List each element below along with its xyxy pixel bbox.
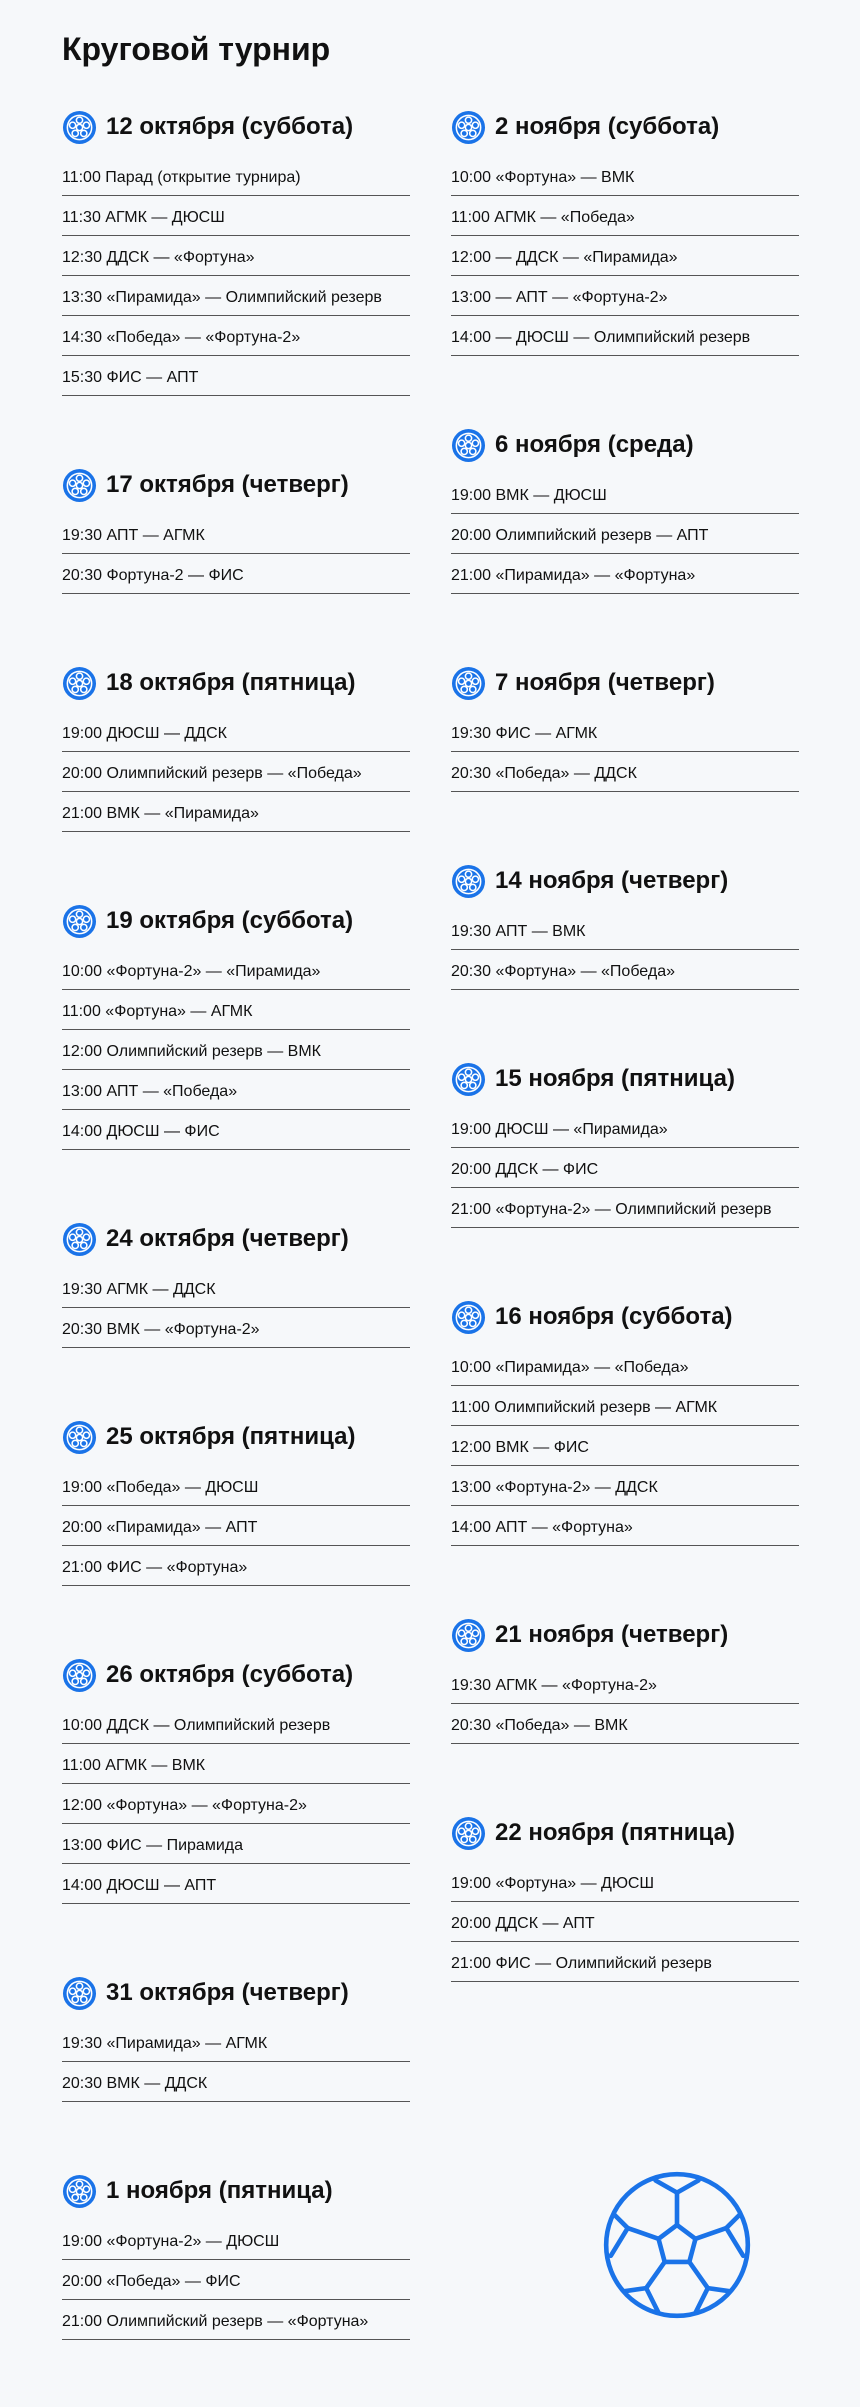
match-row: 12:00 «Фортуна» — «Фортуна-2» bbox=[62, 1784, 410, 1824]
day-date: 12 октября (суббота) bbox=[106, 113, 354, 140]
day-header bbox=[62, 898, 410, 944]
day-date: 21 ноября (четверг) bbox=[495, 1621, 729, 1648]
soccer-ball-icon bbox=[600, 2168, 754, 2322]
match-row: 14:00 ДЮСШ — АПТ bbox=[62, 1864, 410, 1904]
day-block bbox=[451, 104, 799, 356]
match-row: 13:00 АПТ — «Победа» bbox=[62, 1070, 410, 1110]
day-header bbox=[451, 858, 799, 904]
match-row: 20:30 ВМК — ДДСК bbox=[62, 2062, 410, 2102]
match-row: 19:00 ДЮСШ — «Пирамида» bbox=[451, 1108, 799, 1148]
day-date: 1 ноября (пятница) bbox=[106, 2177, 333, 2204]
match-row: 19:30 ФИС — АГМК bbox=[451, 712, 799, 752]
day-date: 19 октября (суббота) bbox=[106, 907, 354, 934]
match-row: 21:00 ВМК — «Пирамида» bbox=[62, 792, 410, 832]
match-row: 12:00 ВМК — ФИС bbox=[451, 1426, 799, 1466]
day-block bbox=[451, 1294, 799, 1546]
match-row: 19:30 АПТ — АГМК bbox=[62, 514, 410, 554]
match-row: 19:00 «Фортуна-2» — ДЮСШ bbox=[62, 2220, 410, 2260]
match-row: 14:00 АПТ — «Фортуна» bbox=[451, 1506, 799, 1546]
match-row: 19:00 «Фортуна» — ДЮСШ bbox=[451, 1862, 799, 1902]
day-header bbox=[451, 1056, 799, 1102]
day-date: 15 ноября (пятница) bbox=[495, 1065, 735, 1092]
soccer-ball-icon bbox=[451, 1816, 486, 1851]
day-header bbox=[62, 1970, 410, 2016]
match-row: 11:00 АГМК — «Победа» bbox=[451, 196, 799, 236]
day-block bbox=[62, 1652, 410, 1904]
day-date: 6 ноября (среда) bbox=[495, 431, 694, 458]
day-header bbox=[451, 1612, 799, 1658]
day-header bbox=[451, 1294, 799, 1340]
day-header bbox=[62, 2168, 410, 2214]
soccer-ball-icon bbox=[62, 1420, 97, 1455]
match-row: 19:00 ВМК — ДЮСШ bbox=[451, 474, 799, 514]
match-row: 12:00 — ДДСК — «Пирамида» bbox=[451, 236, 799, 276]
day-header bbox=[62, 104, 410, 150]
day-date: 14 ноября (четверг) bbox=[495, 867, 729, 894]
day-date: 18 октября (пятница) bbox=[106, 669, 356, 696]
match-row: 20:00 «Пирамида» — АПТ bbox=[62, 1506, 410, 1546]
day-block bbox=[451, 1810, 799, 1982]
day-date: 22 ноября (пятница) bbox=[495, 1819, 735, 1846]
match-row: 13:00 — АПТ — «Фортуна-2» bbox=[451, 276, 799, 316]
match-row: 13:30 «Пирамида» — Олимпийский резерв bbox=[62, 276, 410, 316]
day-block bbox=[62, 1414, 410, 1586]
match-row: 20:30 Фортуна-2 — ФИС bbox=[62, 554, 410, 594]
soccer-ball-icon bbox=[451, 428, 486, 463]
match-row: 20:00 Олимпийский резерв — «Победа» bbox=[62, 752, 410, 792]
day-block bbox=[62, 104, 410, 396]
page-title: Круговой турнир bbox=[62, 31, 331, 67]
day-date: 2 ноября (суббота) bbox=[495, 113, 720, 140]
day-header bbox=[62, 462, 410, 508]
match-row: 19:30 АПТ — ВМК bbox=[451, 910, 799, 950]
soccer-ball-icon bbox=[62, 1976, 97, 2011]
match-row: 11:00 Парад (открытие турнира) bbox=[62, 156, 410, 196]
day-header bbox=[62, 660, 410, 706]
match-row: 21:00 ФИС — Олимпийский резерв bbox=[451, 1942, 799, 1982]
day-header bbox=[451, 104, 799, 150]
match-row: 21:00 Олимпийский резерв — «Фортуна» bbox=[62, 2300, 410, 2340]
match-row: 20:30 «Фортуна» — «Победа» bbox=[451, 950, 799, 990]
match-row: 14:00 — ДЮСШ — Олимпийский резерв bbox=[451, 316, 799, 356]
day-date: 25 октября (пятница) bbox=[106, 1423, 356, 1450]
match-row: 11:00 «Фортуна» — АГМК bbox=[62, 990, 410, 1030]
day-block bbox=[451, 1056, 799, 1228]
match-row: 19:30 АГМК — «Фортуна-2» bbox=[451, 1664, 799, 1704]
day-header bbox=[62, 1216, 410, 1262]
match-row: 14:00 ДЮСШ — ФИС bbox=[62, 1110, 410, 1150]
day-date: 7 ноября (четверг) bbox=[495, 669, 715, 696]
match-row: 13:00 «Фортуна-2» — ДДСК bbox=[451, 1466, 799, 1506]
match-row: 19:30 АГМК — ДДСК bbox=[62, 1268, 410, 1308]
match-row: 12:30 ДДСК — «Фортуна» bbox=[62, 236, 410, 276]
match-row: 21:00 «Пирамида» — «Фортуна» bbox=[451, 554, 799, 594]
day-block bbox=[62, 898, 410, 1150]
day-block bbox=[62, 2168, 410, 2340]
soccer-ball-icon bbox=[62, 1222, 97, 1257]
soccer-ball-icon bbox=[62, 110, 97, 145]
match-row: 11:00 АГМК — ВМК bbox=[62, 1744, 410, 1784]
day-block bbox=[62, 660, 410, 832]
schedule-column-november bbox=[451, 104, 799, 2048]
day-date: 16 ноября (суббота) bbox=[495, 1303, 733, 1330]
soccer-ball-icon bbox=[62, 904, 97, 939]
day-header bbox=[451, 1810, 799, 1856]
match-row: 12:00 Олимпийский резерв — ВМК bbox=[62, 1030, 410, 1070]
soccer-ball-icon bbox=[451, 864, 486, 899]
day-header bbox=[62, 1414, 410, 1460]
match-row: 20:30 «Победа» — ДДСК bbox=[451, 752, 799, 792]
match-row: 20:30 «Победа» — ВМК bbox=[451, 1704, 799, 1744]
match-row: 11:30 АГМК — ДЮСШ bbox=[62, 196, 410, 236]
match-row: 14:30 «Победа» — «Фортуна-2» bbox=[62, 316, 410, 356]
match-row: 21:00 «Фортуна-2» — Олимпийский резерв bbox=[451, 1188, 799, 1228]
match-row: 15:30 ФИС — АПТ bbox=[62, 356, 410, 396]
match-row: 10:00 «Пирамида» — «Победа» bbox=[451, 1346, 799, 1386]
soccer-ball-icon bbox=[451, 110, 486, 145]
match-row: 20:00 Олимпийский резерв — АПТ bbox=[451, 514, 799, 554]
match-row: 20:00 «Победа» — ФИС bbox=[62, 2260, 410, 2300]
soccer-ball-icon bbox=[451, 1618, 486, 1653]
day-date: 26 октября (суббота) bbox=[106, 1661, 354, 1688]
match-row: 10:00 «Фортуна-2» — «Пирамида» bbox=[62, 950, 410, 990]
day-block bbox=[451, 422, 799, 594]
schedule-column-october bbox=[62, 104, 410, 2406]
match-row: 20:00 ДДСК — АПТ bbox=[451, 1902, 799, 1942]
match-row: 21:00 ФИС — «Фортуна» bbox=[62, 1546, 410, 1586]
soccer-ball-icon bbox=[62, 2174, 97, 2209]
day-block bbox=[451, 858, 799, 990]
day-block bbox=[451, 660, 799, 792]
day-header bbox=[62, 1652, 410, 1698]
soccer-ball-icon bbox=[62, 666, 97, 701]
match-row: 10:00 ДДСК — Олимпийский резерв bbox=[62, 1704, 410, 1744]
day-header bbox=[451, 422, 799, 468]
match-row: 20:00 ДДСК — ФИС bbox=[451, 1148, 799, 1188]
soccer-ball-icon bbox=[62, 468, 97, 503]
day-date: 24 октября (четверг) bbox=[106, 1225, 349, 1252]
day-block bbox=[62, 1216, 410, 1348]
day-date: 17 октября (четверг) bbox=[106, 471, 349, 498]
day-date: 31 октября (четверг) bbox=[106, 1979, 349, 2006]
day-block bbox=[62, 1970, 410, 2102]
day-block bbox=[62, 462, 410, 594]
match-row: 19:00 «Победа» — ДЮСШ bbox=[62, 1466, 410, 1506]
match-row: 13:00 ФИС — Пирамида bbox=[62, 1824, 410, 1864]
match-row: 19:00 ДЮСШ — ДДСК bbox=[62, 712, 410, 752]
day-block bbox=[451, 1612, 799, 1744]
soccer-ball-icon bbox=[451, 1062, 486, 1097]
day-header bbox=[451, 660, 799, 706]
match-row: 20:30 ВМК — «Фортуна-2» bbox=[62, 1308, 410, 1348]
soccer-ball-icon bbox=[451, 1300, 486, 1335]
soccer-ball-icon bbox=[451, 666, 486, 701]
match-row: 10:00 «Фортуна» — ВМК bbox=[451, 156, 799, 196]
match-row: 11:00 Олимпийский резерв — АГМК bbox=[451, 1386, 799, 1426]
match-row: 19:30 «Пирамида» — АГМК bbox=[62, 2022, 410, 2062]
soccer-ball-icon bbox=[62, 1658, 97, 1693]
